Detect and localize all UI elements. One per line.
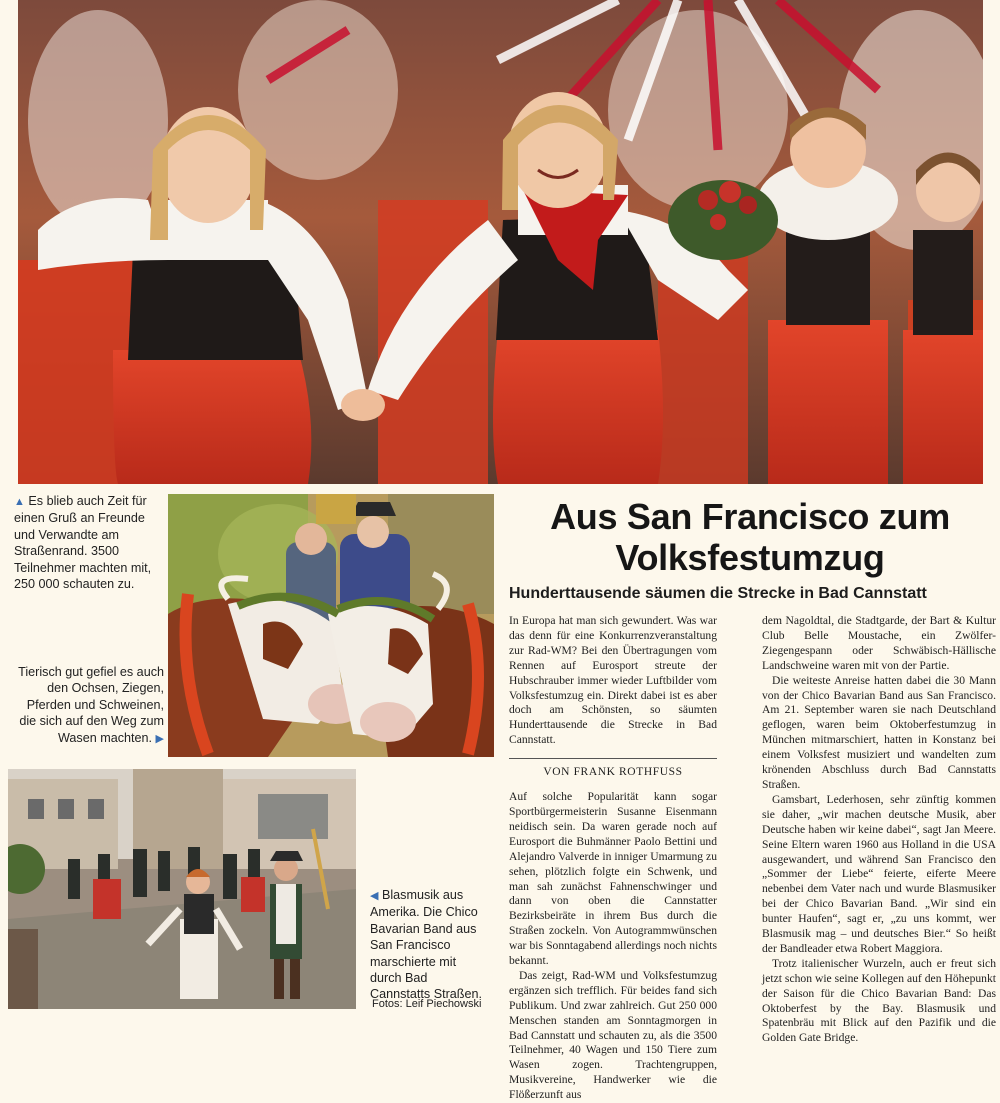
- article-column-1: [509, 614, 717, 1103]
- caption-band-text: Blasmusik aus Amerika. Die Chico Bavarian Band aus San Francisco marschierte mit durch Bad Cannstatts Straßen.: [370, 888, 482, 1002]
- article-paragraph: Das zeigt, Rad-WM und Volksfestumzug ergänzen sich trefflich. Für beides fand sich Publikum. Und zwar zahlreich. Gut 250 000 Menschen standen am Sonntagmorgen in Bad Cannstatt und schauten zu, als die 3500 Teilnehmer, 40 Wagen und 150 Tiere zum Wasen zogen. Trachtengruppen, Musikvereine, Handwerker wie die Flößerzunft aus: [509, 968, 717, 1102]
- oxen-illustration: [168, 494, 494, 757]
- article-headline: [500, 496, 1000, 578]
- caption-animals: [14, 664, 164, 747]
- photo-credit: Fotos: Leif Piechowski: [372, 998, 482, 1010]
- caption-band: [370, 887, 488, 1003]
- headline-line-2: Volksfestumzug: [615, 537, 885, 578]
- caption-animals-text: Tierisch gut gefiel es auch den Ochsen, Ziegen, Pferden und Schweinen, die sich auf den Weg zum Wasen machten.: [18, 665, 164, 745]
- article-paragraph: Gamsbart, Lederhosen, sehr zünftig kommen sie daher, „wir machen deutsche Musik, aber Deutsche haben wir keine dabei“, sagt Jan Meere. Seine Eltern waren 1960 aus Holland in die USA ausgewandert, und während San Francisco den „Sommer der Liebe“ feierte, eiferte Meere nebenbei dem Vater nach und wurde Blasmusiker bei der Chico Bavarian Band. „Wir sind ein bunter Haufen“, sagt er, „zu uns kommt, wer Blasmusik mag – und deutsches Bier.“ So heißt der Bandleader etwa Robert Maggiora.: [762, 792, 996, 955]
- oxen-photo: [168, 494, 494, 757]
- article-paragraph: Trotz italienischer Wurzeln, auch er freut sich jetzt schon wie seine Kollegen auf den Höhepunkt der Saison für die Chico Bavarian Band: Das Oktoberfest by the Bay. Blasmusik und Spatenbräu mit Blick auf den Pazifik und die Golden Gate Bridge.: [762, 956, 996, 1045]
- article-column-2: [762, 614, 996, 1046]
- article-lead-paragraph: In Europa hat man sich gewundert. Was war das denn für eine Konkurrenzveranstaltung zur Rad-WM? Bei den Übertragungen vom Rennen auf Eurosport streute der Hubschrauber immer wieder Luftbilder vom Volksfestumzug ein. Direkt dabei ist es aber doch am Schönsten, so säumten Hunderttausende die Strecke in Bad Cannstatt.: [509, 614, 717, 747]
- article-paragraph: Auf solche Popularität kann sogar Sportbürgermeisterin Susanne Eisenmann neidisch sein. Da waren gerade noch auf Eurosport die Buhmänner Paolo Bettini und Alejandro Valverde in inniger Umarmung zu sehen, plötzlich folgte ein Schwenk, und man sah zunächst Fahnenschwinger und dann von oben die Cannstatter Bezirksbeiräte in ihrem Bus durch die Straßen zockeln. Von Autogrammwünschen war bis Sonntagabend allerdings noch nichts bekannt.: [509, 790, 717, 968]
- triangle-right-icon: ▶: [155, 732, 164, 745]
- band-photo: [8, 769, 356, 1009]
- headline-line-1: Aus San Francisco zum: [550, 496, 950, 537]
- caption-greeting-text: Es blieb auch Zeit für einen Gruß an Freunde und Verwandte am Straßenrand. 3500 Teilnehmer machten mit, 250 000 schauten zu.: [14, 494, 152, 592]
- band-illustration: [8, 769, 356, 1009]
- article-paragraph: Die weiteste Anreise hatten dabei die 30 Mann von der Chico Bavarian Band aus San Francisco. Am 21. September waren sie nach Deutschland geflogen, waren beim Oktoberfestumzug in München mitmarschiert, hatten in Konstanz bei einem Volksfest musiziert und wandelten zum krönenden Abschluss durch Bad Cannstatts Straßen.: [762, 673, 996, 791]
- article-subheadline: Hunderttausende säumen die Strecke in Bad Cannstatt: [509, 585, 927, 602]
- byline: VON FRANK ROTHFUSS: [509, 758, 717, 780]
- girls-parade-illustration: [18, 0, 983, 484]
- triangle-up-icon: ▲: [14, 496, 25, 508]
- article-paragraph: dem Nagoldtal, die Stadtgarde, der Bart & Kultur Club Belle Moustache, ein Zwölfer-Ziegengespann oder Schwäbisch-Hällische Landschweine waren mit von der Partie.: [762, 614, 996, 672]
- top-photo-girls-parade: [18, 0, 983, 484]
- caption-greeting: [14, 493, 166, 592]
- triangle-left-icon: ◀: [370, 890, 379, 902]
